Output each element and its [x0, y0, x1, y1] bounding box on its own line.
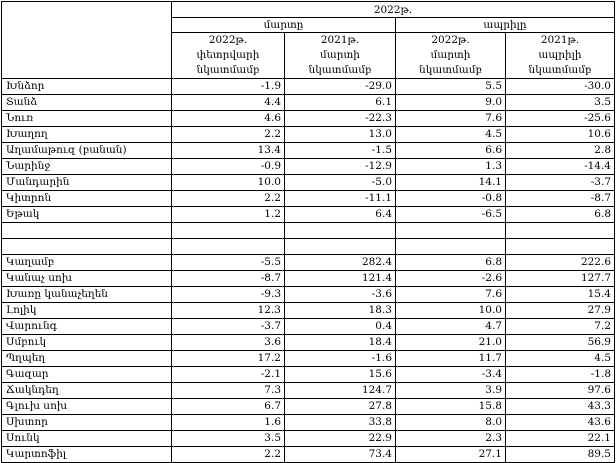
- product-name: Ճակնդեղ: [2, 383, 172, 399]
- product-name: Կաղամբ: [2, 255, 172, 271]
- value-cell: 6.7: [172, 399, 285, 415]
- column-header-line: նկատմամբ: [196, 64, 260, 76]
- value-cell: 2.2: [172, 447, 285, 463]
- column-header-line: նկատմամբ: [308, 64, 372, 76]
- value-cell: 10.0: [396, 303, 506, 319]
- product-name: Խառը կանաչեղեն: [2, 287, 172, 303]
- value-cell: -14.4: [506, 159, 615, 175]
- value-cell: -9.3: [172, 287, 285, 303]
- value-cell: 10.6: [506, 127, 615, 143]
- value-cell: 1.6: [172, 415, 285, 431]
- product-name: Կիտրոն: [2, 191, 172, 207]
- value-cell: -1.9: [172, 79, 285, 95]
- value-cell: 8.0: [396, 415, 506, 431]
- value-cell: -0.8: [396, 191, 506, 207]
- column-header-line: ապրիլի: [538, 49, 582, 61]
- table-row: [2, 207, 615, 223]
- value-cell: 7.6: [396, 287, 506, 303]
- value-cell: -25.6: [506, 111, 615, 127]
- value-cell: 4.5: [506, 351, 615, 367]
- value-cell: 14.1: [396, 175, 506, 191]
- value-cell: 18.4: [285, 335, 396, 351]
- value-cell: 97.6: [506, 383, 615, 399]
- value-cell: 0.4: [285, 319, 396, 335]
- table-row: [2, 127, 615, 143]
- value-cell: 43.3: [506, 399, 615, 415]
- value-cell: 73.4: [285, 447, 396, 463]
- table-row: [2, 143, 615, 159]
- column-header-2: [285, 33, 396, 79]
- value-cell: 4.6: [172, 111, 285, 127]
- value-cell: 33.8: [285, 415, 396, 431]
- value-cell: 13.0: [285, 127, 396, 143]
- column-header-3: [396, 33, 506, 79]
- table-row: [2, 95, 615, 111]
- product-name: Խնձոր: [2, 79, 172, 95]
- table-row: [2, 399, 615, 415]
- value-cell: 6.6: [396, 143, 506, 159]
- value-cell: 56.9: [506, 335, 615, 351]
- value-cell: -0.9: [172, 159, 285, 175]
- table-row: [2, 271, 615, 287]
- value-cell: 15.4: [506, 287, 615, 303]
- value-cell: 89.5: [506, 447, 615, 463]
- value-cell: -11.1: [285, 191, 396, 207]
- value-cell: 6.4: [285, 207, 396, 223]
- value-cell: 27.9: [506, 303, 615, 319]
- table-row: [2, 431, 615, 447]
- value-cell: 124.7: [285, 383, 396, 399]
- table-row: [2, 351, 615, 367]
- column-header-1: [172, 33, 285, 79]
- product-name: Եթակ: [2, 207, 172, 223]
- value-cell: 13.4: [172, 143, 285, 159]
- product-name: Կանաչ սոխ: [2, 271, 172, 287]
- value-cell: -3.7: [506, 175, 615, 191]
- value-cell: 3.5: [506, 95, 615, 111]
- value-cell: 6.8: [506, 207, 615, 223]
- table-row: [2, 191, 615, 207]
- value-cell: -12.9: [285, 159, 396, 175]
- product-name: Սխտոր: [2, 415, 172, 431]
- value-cell: 22.1: [506, 431, 615, 447]
- value-cell: -5.0: [285, 175, 396, 191]
- table-row: [2, 159, 615, 175]
- product-name: Լոլիկ: [2, 303, 172, 319]
- column-header-line: 2022թ.: [431, 34, 470, 46]
- table-row: [2, 415, 615, 431]
- corner-cell: [2, 2, 172, 18]
- table-row: [2, 287, 615, 303]
- value-cell: 9.0: [396, 95, 506, 111]
- value-cell: 15.6: [285, 367, 396, 383]
- value-cell: 18.3: [285, 303, 396, 319]
- value-cell: -1.8: [506, 367, 615, 383]
- value-cell: 22.9: [285, 431, 396, 447]
- value-cell: 7.6: [396, 111, 506, 127]
- table-row: [2, 383, 615, 399]
- value-cell: -8.7: [172, 271, 285, 287]
- value-cell: -6.5: [396, 207, 506, 223]
- value-cell: 6.8: [396, 255, 506, 271]
- value-cell: -5.5: [172, 255, 285, 271]
- value-cell: 2.3: [396, 431, 506, 447]
- value-cell: 6.1: [285, 95, 396, 111]
- year-header: 2022թ.: [172, 2, 615, 18]
- value-cell: 3.6: [172, 335, 285, 351]
- table-row: [2, 111, 615, 127]
- product-name: Սմբուկ: [2, 335, 172, 351]
- value-cell: 12.3: [172, 303, 285, 319]
- column-header-line: փետրվարի: [196, 49, 260, 61]
- value-cell: 15.8: [396, 399, 506, 415]
- value-cell: -29.0: [285, 79, 396, 95]
- value-cell: -3.4: [396, 367, 506, 383]
- value-cell: 1.3: [396, 159, 506, 175]
- product-name: Նարինջ: [2, 159, 172, 175]
- table-row: [2, 255, 615, 271]
- value-cell: 7.2: [506, 319, 615, 335]
- value-cell: 5.5: [396, 79, 506, 95]
- value-cell: -22.3: [285, 111, 396, 127]
- value-cell: 127.7: [506, 271, 615, 287]
- column-header-line: 2022թ.: [208, 34, 248, 46]
- table-row: [2, 367, 615, 383]
- product-name: Խաղող: [2, 127, 172, 143]
- value-cell: 11.7: [396, 351, 506, 367]
- value-cell: 2.2: [172, 127, 285, 143]
- value-cell: 7.3: [172, 383, 285, 399]
- value-cell: -2.1: [172, 367, 285, 383]
- value-cell: 17.2: [172, 351, 285, 367]
- column-header-line: նկատմամբ: [419, 64, 482, 76]
- value-cell: -2.6: [396, 271, 506, 287]
- value-cell: 2.2: [172, 191, 285, 207]
- product-name: Գլուխ սոխ: [2, 399, 172, 415]
- product-name: Գազար: [2, 367, 172, 383]
- column-header-line: մարտի: [430, 49, 471, 61]
- product-name: Տանձ: [2, 95, 172, 111]
- product-name: Սունկ: [2, 431, 172, 447]
- value-cell: -8.7: [506, 191, 615, 207]
- table-row: [2, 319, 615, 335]
- value-cell: 3.5: [172, 431, 285, 447]
- value-cell: 4.7: [396, 319, 506, 335]
- value-cell: 2.8: [506, 143, 615, 159]
- table-row: [2, 335, 615, 351]
- product-name: Վարունգ: [2, 319, 172, 335]
- value-cell: 21.0: [396, 335, 506, 351]
- table-row: [2, 79, 615, 95]
- value-cell: 1.2: [172, 207, 285, 223]
- table-row: [2, 303, 615, 319]
- column-header-4: [506, 33, 615, 79]
- value-cell: -1.6: [285, 351, 396, 367]
- value-cell: 121.4: [285, 271, 396, 287]
- value-cell: 4.5: [396, 127, 506, 143]
- price-change-table: [1, 1, 615, 463]
- column-header-line: նկատմամբ: [528, 64, 592, 76]
- value-cell: 43.6: [506, 415, 615, 431]
- product-name: Պղպեղ: [2, 351, 172, 367]
- month-header-april: ապրիլը: [396, 18, 615, 33]
- separator-row: [2, 239, 615, 255]
- separator-row: [2, 223, 615, 239]
- product-name: Մանդարին: [2, 175, 172, 191]
- column-header-line: մարտի: [320, 49, 360, 61]
- value-cell: -1.5: [285, 143, 396, 159]
- product-name: Կարտոֆիլ: [2, 447, 172, 463]
- value-cell: 282.4: [285, 255, 396, 271]
- value-cell: 27.1: [396, 447, 506, 463]
- product-name: Նուռ: [2, 111, 172, 127]
- value-cell: 222.6: [506, 255, 615, 271]
- value-cell: 10.0: [172, 175, 285, 191]
- value-cell: -3.7: [172, 319, 285, 335]
- month-header-march: մարտը: [172, 18, 396, 33]
- product-name: Աղամաթուզ (բանան): [2, 143, 172, 159]
- column-header-line: 2021թ.: [540, 34, 580, 46]
- table-row: [2, 175, 615, 191]
- value-cell: -3.6: [285, 287, 396, 303]
- column-header-line: 2021թ.: [320, 34, 360, 46]
- table-row: [2, 447, 615, 463]
- value-cell: 4.4: [172, 95, 285, 111]
- value-cell: -30.0: [506, 79, 615, 95]
- value-cell: 27.8: [285, 399, 396, 415]
- value-cell: 3.9: [396, 383, 506, 399]
